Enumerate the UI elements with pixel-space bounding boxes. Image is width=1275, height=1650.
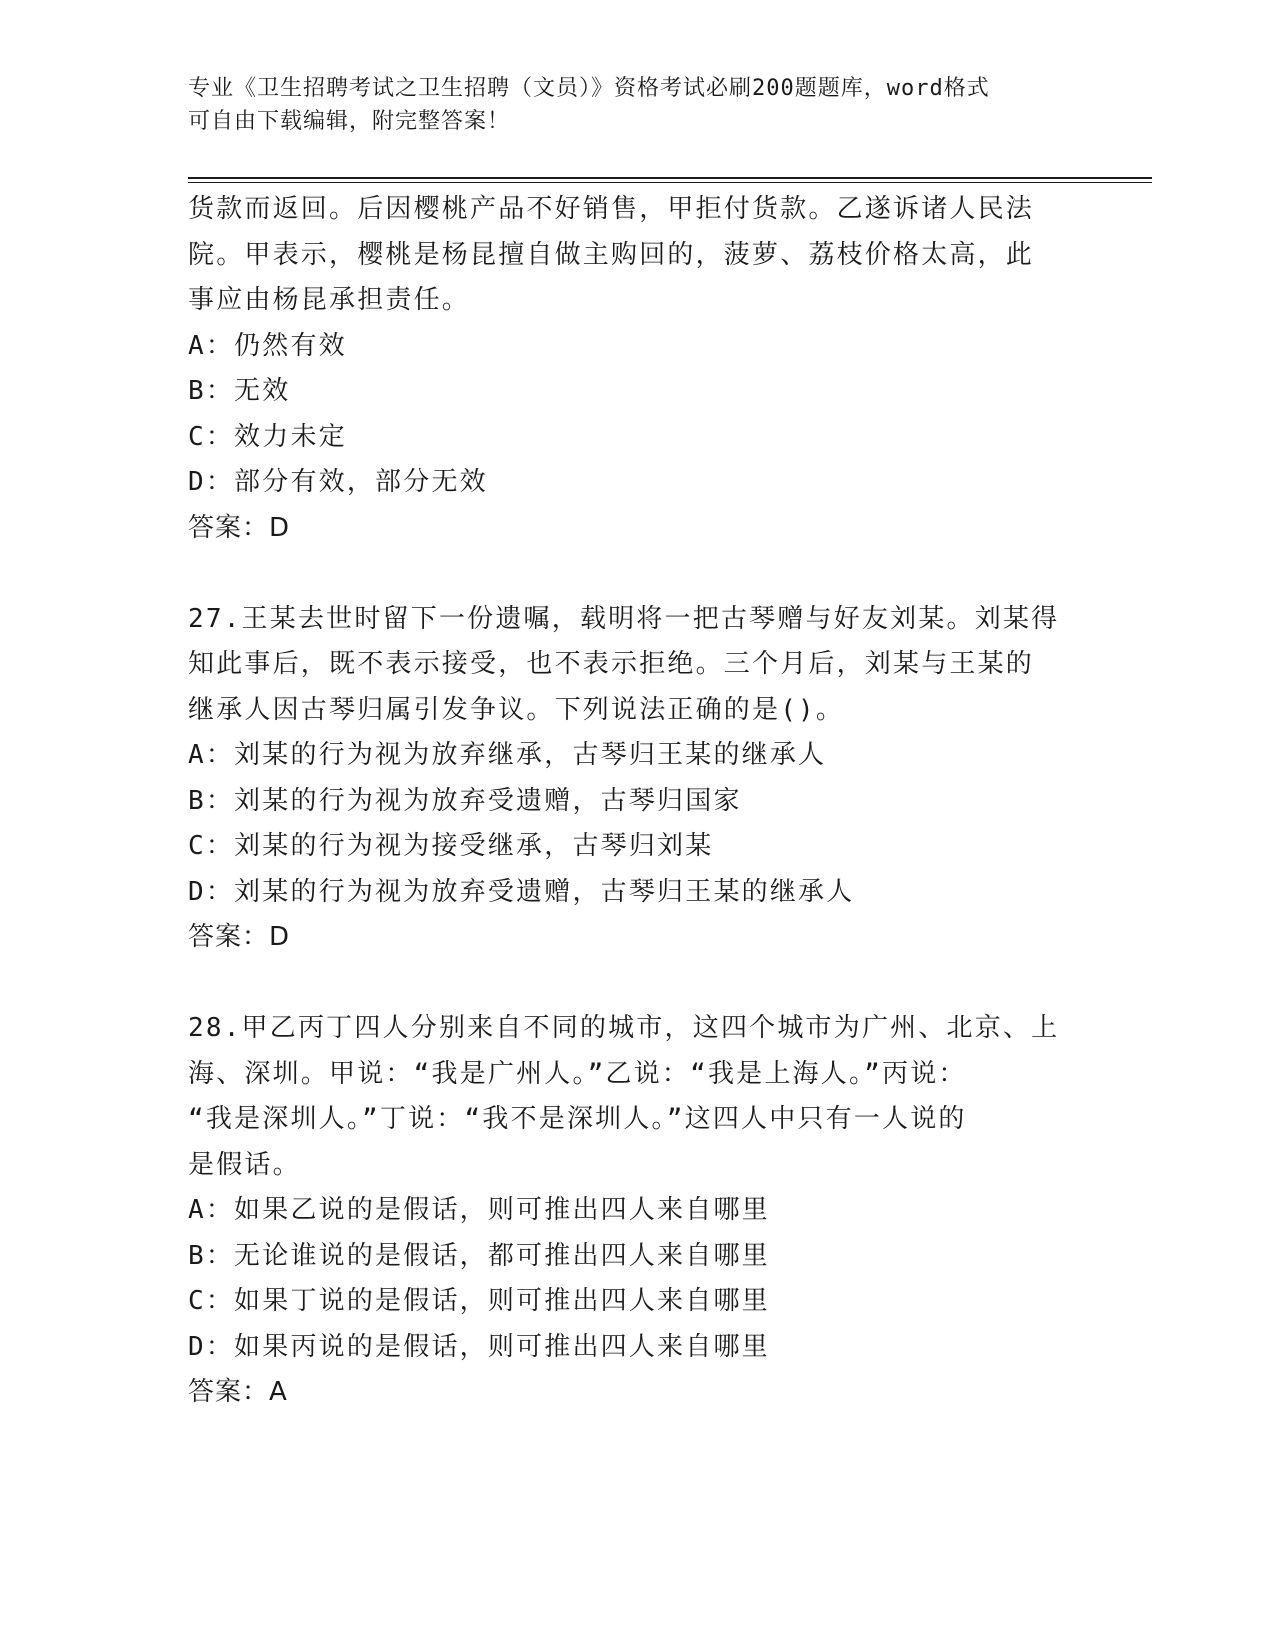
option-c: C：刘某的行为视为接受继承，古琴归刘某 <box>188 831 714 861</box>
question-text-line: 海、深圳。甲说：“我是广州人。”乙说：“我是上海人。”丙说： <box>188 1058 967 1089</box>
question-27 <box>188 597 1108 961</box>
option-a: A：刘某的行为视为放弃继承，古琴归王某的继承人 <box>188 740 827 770</box>
question-text-line: 事应由杨昆承担责任。 <box>188 285 471 315</box>
option-b: B：无论谁说的是假话，都可推出四人来自哪里 <box>188 1240 770 1271</box>
option-d: D：部分有效，部分无效 <box>188 467 488 497</box>
document-body <box>188 187 1108 1416</box>
question-spacer <box>188 551 1108 597</box>
question-26-continued <box>188 187 1108 551</box>
header-divider-thin <box>188 182 1152 183</box>
question-text-line: 27.王某去世时留下一份遗嘱，载明将一把古琴赠与好友刘某。刘某得 <box>188 603 1060 634</box>
answer-label: 答案：D <box>188 512 291 543</box>
question-spacer <box>188 961 1108 1007</box>
option-b: B：刘某的行为视为放弃受遗赠，古琴归国家 <box>188 785 742 816</box>
option-c: C：效力未定 <box>188 421 347 452</box>
header-title-line-1: 专业《卫生招聘考试之卫生招聘（文员）》资格考试必刷200题题库，word格式 <box>188 76 990 101</box>
page-header <box>188 72 1088 138</box>
option-d: D：刘某的行为视为放弃受遗赠，古琴归王某的继承人 <box>188 876 855 907</box>
question-text-line: 28.甲乙丙丁四人分别来自不同的城市，这四个城市为广州、北京、上 <box>188 1013 1060 1043</box>
option-d: D：如果丙说的是假话，则可推出四人来自哪里 <box>188 1331 770 1362</box>
question-28 <box>188 1006 1108 1416</box>
option-b: B：无效 <box>188 376 291 406</box>
answer-label: 答案：D <box>188 922 291 952</box>
answer-label: 答案：A <box>188 1377 288 1407</box>
option-a: A：如果乙说的是假话，则可推出四人来自哪里 <box>188 1195 770 1225</box>
question-text-line: “我是深圳人。”丁说：“我不是深圳人。”这四人中只有一人说的 <box>188 1104 967 1134</box>
option-a: A：仍然有效 <box>188 330 347 361</box>
question-text-line: 货款而返回。后因樱桃产品不好销售，甲拒付货款。乙遂诉诸人民法 <box>188 194 1035 224</box>
question-text-line: 院。甲表示，樱桃是杨昆擅自做主购回的，菠萝、荔枝价格太高，此 <box>188 239 1035 270</box>
question-text-line: 是假话。 <box>188 1149 301 1180</box>
question-text-line: 继承人因古琴归属引发争议。下列说法正确的是()。 <box>188 694 845 725</box>
question-text-line: 知此事后，既不表示接受，也不表示拒绝。三个月后，刘某与王某的 <box>188 649 1035 679</box>
header-divider-thick <box>188 177 1152 179</box>
option-c: C：如果丁说的是假话，则可推出四人来自哪里 <box>188 1286 770 1316</box>
header-title-line-2: 可自由下载编辑，附完整答案！ <box>188 109 511 134</box>
